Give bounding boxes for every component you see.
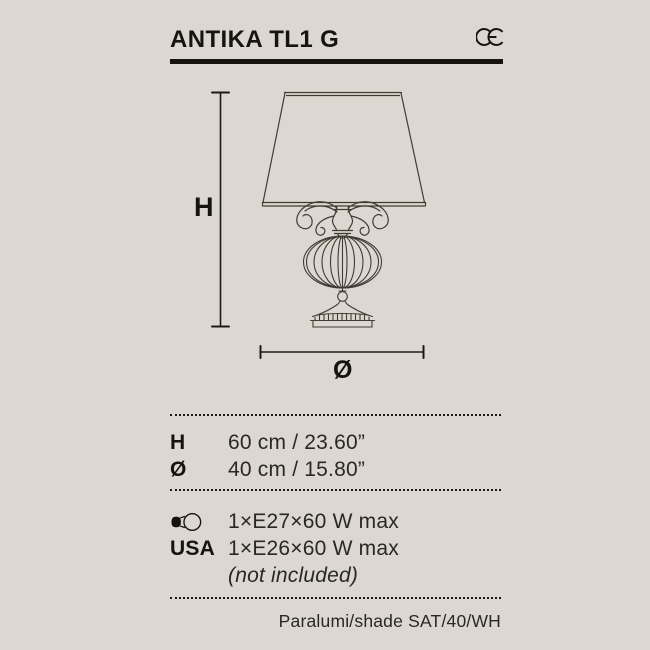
spec-label-diameter: Ø — [170, 458, 187, 481]
lamping-note: (not included) — [228, 564, 359, 587]
lamp-shade — [263, 93, 426, 207]
lamping-row-eu — [170, 510, 501, 536]
spec-row-diameter — [170, 458, 501, 484]
spec-value-diameter: 40 cm / 15.80” — [228, 458, 366, 481]
lamping-row-usa — [170, 537, 501, 563]
spec-row-height — [170, 431, 501, 457]
lamping-note-row — [170, 564, 501, 590]
spec-value-height: 60 cm / 23.60” — [228, 431, 366, 454]
lamping-label-usa: USA — [170, 537, 215, 560]
lamping-value-usa: 1×E26×60 W max — [228, 537, 399, 560]
ce-mark-icon — [476, 27, 504, 47]
dotted-separator — [170, 597, 501, 599]
dotted-separator — [170, 414, 501, 416]
bulb-icon — [170, 511, 228, 533]
title-rule — [170, 59, 503, 64]
height-dimension-label: H — [194, 192, 214, 222]
lamp-technical-drawing — [185, 82, 440, 385]
shade-info-caption: Paralumi/shade SAT/40/WH — [278, 611, 501, 631]
height-dimension-line — [212, 93, 229, 327]
lamp-base — [311, 291, 375, 327]
lamping-value-eu: 1×E27×60 W max — [228, 510, 399, 533]
lamp-glass-body — [304, 236, 382, 291]
dotted-separator — [170, 489, 501, 491]
spec-label-height: H — [170, 431, 186, 454]
diameter-dimension-label: Ø — [333, 356, 353, 384]
page-title: ANTIKA TL1 G — [170, 26, 340, 53]
